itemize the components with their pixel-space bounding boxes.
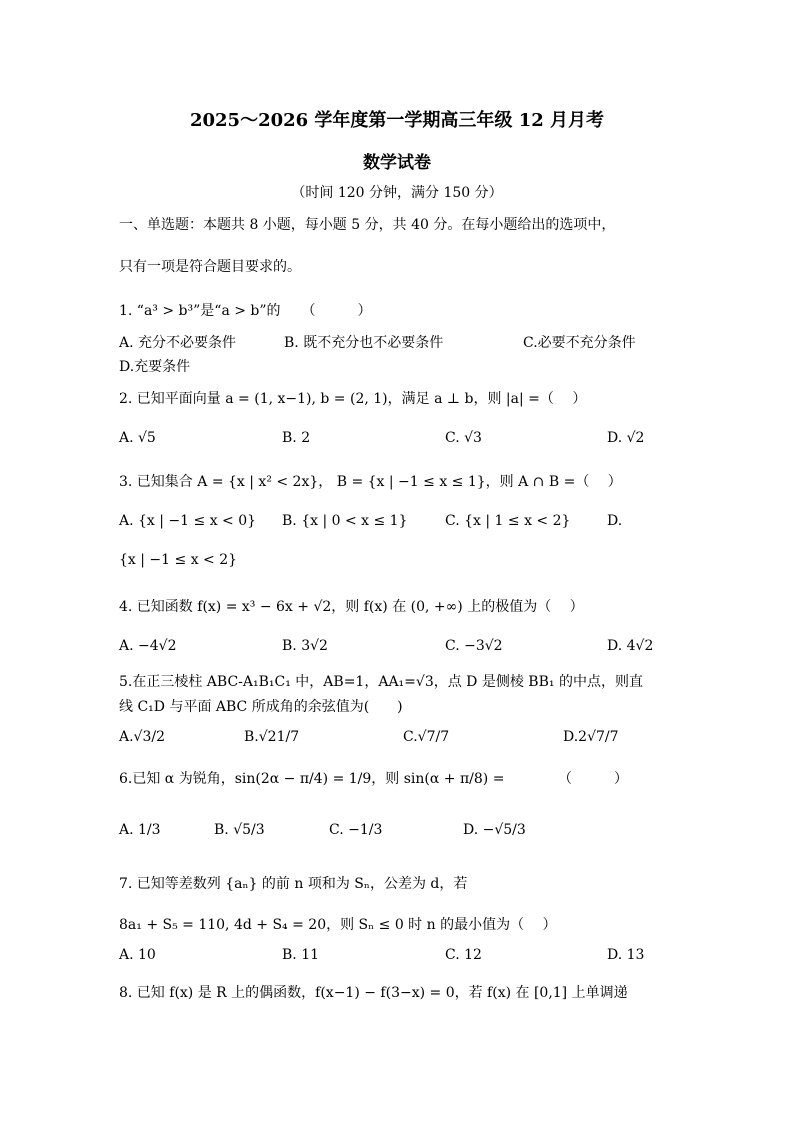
question-3-option-d-value: {x | −1 ≤ x < 2} bbox=[119, 552, 238, 568]
question-2-option-d: D. √2 bbox=[607, 430, 645, 446]
question-5-stem-line2: 线 C₁D 与平面 ABC 所成角的余弦值为( ) bbox=[119, 699, 403, 715]
question-7-stem-line2: 8a₁ + S₅ = 110, 4d + S₄ = 20，则 Sₙ ≤ 0 时 n 的最小值为（ ） bbox=[119, 917, 557, 933]
question-1-stem: 1. “a³ > b³”是“a > b”的 （ ） bbox=[119, 303, 372, 319]
question-7-option-c: C. 12 bbox=[445, 947, 482, 963]
question-5-option-d: D.2√7/7 bbox=[563, 729, 619, 745]
question-5-option-a: A.√3/2 bbox=[119, 729, 166, 745]
question-7-stem-line1: 7. 已知等差数列 {aₙ} 的前 n 项和为 Sₙ，公差为 d，若 bbox=[119, 876, 468, 892]
question-4-option-a: A. −4√2 bbox=[119, 638, 177, 654]
exam-title: 2025～2026 学年度第一学期高三年级 12 月月考 bbox=[189, 110, 605, 131]
question-7-option-b: B. 11 bbox=[282, 947, 320, 963]
question-5-option-c: C.√7/7 bbox=[403, 729, 450, 745]
section-heading-line1: 一、单选题：本题共 8 小题，每小题 5 分，共 40 分。在每小题给出的选项中， bbox=[119, 217, 616, 233]
question-3-option-c: C. {x | 1 ≤ x < 2} bbox=[445, 513, 571, 529]
section-heading-line2: 只有一项是符合题目要求的。 bbox=[119, 259, 301, 275]
question-3-option-a: A. {x | −1 ≤ x < 0} bbox=[119, 513, 257, 529]
question-2-option-b: B. 2 bbox=[282, 430, 311, 446]
question-2-stem: 2. 已知平面向量 a = (1, x−1), b = (2, 1)，满足 a ⊥ b，则 |a| =（ ） bbox=[119, 391, 587, 407]
question-7-option-a: A. 10 bbox=[119, 947, 156, 963]
question-6-answer-paren: （ ） bbox=[558, 771, 628, 787]
subject-title: 数学试卷 bbox=[363, 153, 431, 173]
question-1-option-d: D.充要条件 bbox=[119, 359, 191, 375]
question-6-option-b: B. √5/3 bbox=[214, 822, 265, 838]
question-6-option-d: D. −√5/3 bbox=[463, 822, 526, 838]
time-info: （时间 120 分钟，满分 150 分） bbox=[291, 185, 503, 201]
question-5-option-b: B.√21/7 bbox=[244, 729, 300, 745]
question-1-option-a: A. 充分不必要条件 bbox=[119, 335, 237, 351]
question-1-option-c: C.必要不充分条件 bbox=[523, 335, 636, 351]
question-4-option-d: D. 4√2 bbox=[607, 638, 654, 654]
question-6-stem: 6.已知 α 为锐角，sin(2α − π/4) = 1/9，则 sin(α + π/8) = bbox=[119, 771, 505, 787]
question-3-option-b: B. {x | 0 < x ≤ 1} bbox=[282, 513, 408, 529]
question-1-option-b: B. 既不充分也不必要条件 bbox=[284, 335, 444, 351]
question-7-option-d: D. 13 bbox=[607, 947, 645, 963]
question-4-stem: 4. 已知函数 f(x) = x³ − 6x + √2，则 f(x) 在 (0, +∞) 上的极值为（ ） bbox=[119, 599, 584, 615]
question-4-option-c: C. −3√2 bbox=[445, 638, 503, 654]
question-8-stem: 8. 已知 f(x) 是 R 上的偶函数，f(x−1) − f(3−x) = 0，若 f(x) 在 [0,1] 上单调递 bbox=[119, 985, 628, 1001]
question-3-stem: 3. 已知集合 A = {x | x² < 2x}， B = {x | −1 ≤ x ≤ 1}，则 A ∩ B =（ ） bbox=[119, 474, 622, 490]
question-5-stem-line1: 5.在正三棱柱 ABC-A₁B₁C₁ 中，AB=1，AA₁=√3，点 D 是侧棱 BB₁ 的中点，则直 bbox=[119, 674, 643, 690]
question-6-option-a: A. 1/3 bbox=[119, 822, 161, 838]
question-3-option-d: D. bbox=[607, 513, 623, 529]
question-6-option-c: C. −1/3 bbox=[329, 822, 383, 838]
question-2-option-a: A. √5 bbox=[119, 430, 156, 446]
question-4-option-b: B. 3√2 bbox=[282, 638, 328, 654]
question-2-option-c: C. √3 bbox=[445, 430, 482, 446]
